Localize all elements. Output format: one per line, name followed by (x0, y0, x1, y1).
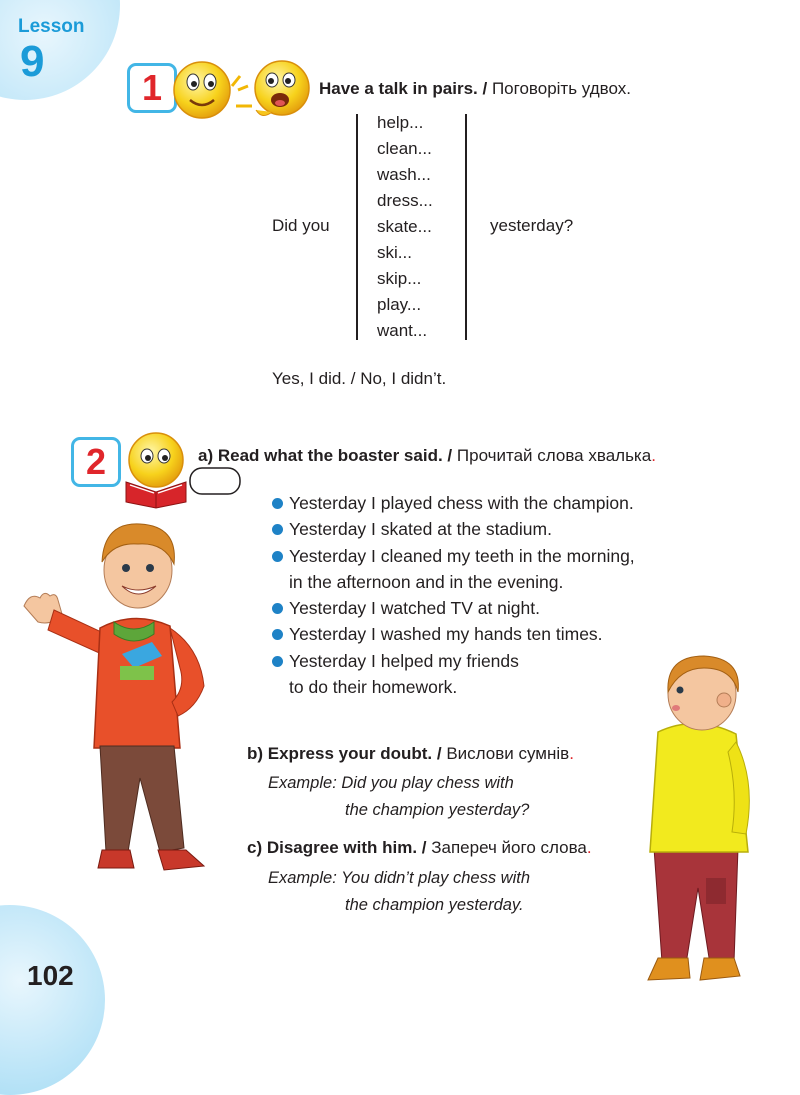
exercise-2a-title-ua: Прочитай слова хвалька (456, 446, 652, 465)
list-item (272, 516, 635, 542)
example-line-2: the champion yesterday? (345, 801, 530, 819)
exercise-2c-title-ua: Запереч його слова (431, 838, 587, 857)
statement-continuation: in the afternoon and in the evening. (289, 571, 564, 592)
list-item (272, 543, 635, 596)
lesson-corner-decoration (0, 0, 120, 100)
table-suffix: yesterday? (490, 216, 574, 235)
table-left-divider (356, 114, 358, 340)
exercise-2b-heading (247, 744, 574, 764)
exercise-1-number: 1 (127, 63, 177, 113)
exercise-2a-title-en: a) Read what the boaster said. (198, 446, 443, 465)
talking-smileys-illustration (172, 56, 312, 122)
exercise-1-title-ua: Поговоріть удвох. (491, 79, 631, 98)
exercise-1-heading (319, 79, 631, 99)
verb-item: clean... (377, 139, 432, 158)
table-prefix: Did you (272, 216, 330, 235)
statement-text: Yesterday I skated at the stadium. (289, 519, 552, 540)
verb-item: play... (377, 295, 422, 314)
list-item (272, 490, 635, 516)
exercise-2c-separator: / (421, 838, 427, 857)
statement-text: Yesterday I washed my hands ten times. (289, 624, 603, 645)
exercise-2a-separator: / (447, 446, 453, 465)
exercise-2-number: 2 (71, 437, 121, 487)
exercise-2b-title-en: b) Express your doubt. (247, 744, 433, 763)
statement-text: Yesterday I watched TV at night. (289, 598, 540, 619)
example-label: Example: (268, 774, 337, 792)
exercise-2c-title-en: c) Disagree with him. (247, 838, 418, 857)
verb-item: skate... (377, 217, 432, 236)
verb-item: ski... (377, 243, 412, 262)
list-item (272, 595, 635, 621)
example-line-2: the champion yesterday. (345, 896, 524, 914)
reading-smiley-illustration (118, 430, 242, 510)
exercise-2a-heading (198, 446, 656, 466)
verb-item: skip... (377, 269, 422, 288)
statement-continuation: to do their homework. (289, 677, 458, 698)
example-line-1: Did you play chess with (341, 774, 514, 792)
exercise-2a-period: . (651, 446, 656, 465)
exercise-1-separator: / (482, 79, 488, 98)
verb-list (377, 110, 433, 344)
exercise-2b-example (268, 770, 514, 796)
list-item (272, 621, 635, 647)
exercise-2b-separator: / (436, 744, 442, 763)
example-line-1: You didn’t play chess with (341, 869, 531, 887)
exercise-1-answer: Yes, I did. / No, I didn’t. (272, 369, 447, 388)
exercise-1-title-en: Have a talk in pairs. (319, 79, 478, 98)
table-right-divider (465, 114, 467, 340)
page-number: 102 (27, 960, 74, 991)
exercise-2b-title-ua: Вислови сумнів (446, 744, 570, 763)
boaster-boy-illustration (14, 518, 224, 890)
list-item (272, 648, 635, 701)
exercise-2c-example (268, 865, 530, 891)
example-label: Example: (268, 869, 337, 887)
verb-item: help... (377, 113, 424, 132)
statement-text: Yesterday I helped my friends (289, 650, 519, 671)
verb-item: want... (377, 321, 428, 340)
exercise-2c-heading (247, 838, 592, 858)
boaster-statements-list (272, 490, 635, 700)
statement-text: Yesterday I cleaned my teeth in the morning, (289, 545, 635, 566)
lesson-number: 9 (20, 37, 45, 86)
verb-item: dress... (377, 191, 433, 210)
lesson-label: Lesson (18, 16, 85, 37)
doubtful-boy-illustration (606, 652, 778, 988)
exercise-2b-period: . (569, 744, 574, 763)
page-corner-decoration (0, 905, 105, 1095)
exercise-2c-period: . (586, 838, 592, 857)
verb-item: wash... (377, 165, 431, 184)
statement-text: Yesterday I played chess with the champion. (289, 493, 634, 513)
